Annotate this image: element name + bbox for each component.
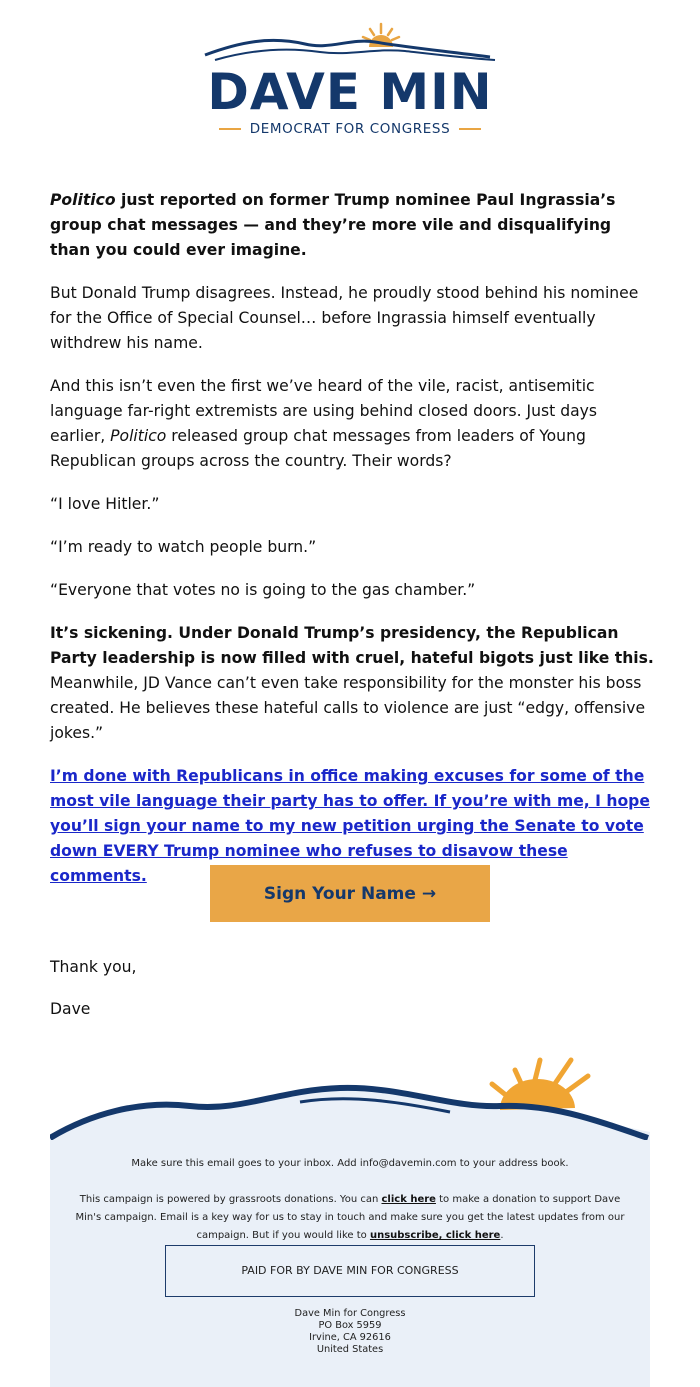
extremists-text-a: And this isn’t even the first we’ve heard of the vile, racist, antisemitic language far-right extremists are using behind closed doors. Just days earlier,	[50, 377, 598, 445]
tagline-left-dash	[219, 128, 241, 130]
donate-link[interactable]: click here	[381, 1194, 436, 1205]
signature-text: Dave	[50, 1000, 91, 1018]
grassroots-note	[75, 1191, 625, 1245]
logo-wordmark: DAVE MIN	[207, 63, 493, 121]
address-org: Dave Min for Congress	[294, 1308, 406, 1319]
sickening-rest: Meanwhile, JD Vance can’t even take responsibility for the monster his boss created. He believes these hateful calls to violence are just “edgy, offensive jokes.”	[50, 674, 646, 742]
mailing-address	[50, 1308, 650, 1356]
tagline-right-dash	[459, 128, 481, 130]
address-pobox: PO Box 5959	[318, 1320, 382, 1331]
quote-2: “I’m ready to watch people burn.”	[50, 538, 317, 556]
sickening-bold: It’s sickening. Under Donald Trump’s presidency, the Republican Party leadership is now filled with cruel, hateful bigots just like this.	[50, 624, 654, 667]
politico-italic-2: Politico	[110, 427, 167, 445]
extremists-paragraph	[50, 374, 655, 474]
address-country: United States	[316, 1344, 384, 1355]
address-city: Irvine, CA 92616	[309, 1332, 391, 1343]
quote-3: “Everyone that votes no is going to the gas chamber.”	[50, 581, 476, 599]
grassroots-text-b: to make a donation to support Dave Min's campaign. Email is a key way for us to stay in touch and make sure you get the latest updates from our campaign. But if you would like to	[75, 1194, 625, 1241]
grassroots-text-c: .	[500, 1230, 504, 1241]
intro-text: just reported on former Trump nominee Paul Ingrassia’s group chat messages — and they’re more vile and disqualifying than you could ever imagine.	[50, 191, 616, 259]
logo-tagline	[0, 120, 700, 138]
trump-paragraph: But Donald Trump disagrees. Instead, he proudly stood behind his nominee for the Office of Special Counsel… before Ingrassia himself eventually withdrew his name.	[50, 284, 639, 352]
tagline-text: DEMOCRAT FOR CONGRESS	[249, 121, 451, 137]
quote-1: “I love Hitler.”	[50, 495, 160, 513]
petition-link[interactable]: I’m done with Republicans in office making excuses for some of the most vile language their party has to offer. If you’re with me, I hope you’ll sign your name to my new petition urging the Senate to vote down EVERY Trump nominee who refuses to disavow these comments.	[50, 767, 650, 885]
footer-wave-sun-icon	[50, 1050, 650, 1142]
email-footer	[50, 1140, 650, 1387]
intro-paragraph	[50, 188, 655, 263]
sign-your-name-button[interactable]: Sign Your Name →	[210, 865, 490, 922]
inbox-note: Make sure this email goes to your inbox. Add info@davemin.com to your address book.	[131, 1158, 569, 1169]
sickening-paragraph	[50, 621, 655, 746]
unsubscribe-link[interactable]: unsubscribe, click here	[369, 1230, 501, 1241]
extremists-text-b: released group chat messages from leaders of Young Republican groups across the country. Their words?	[50, 427, 586, 470]
politico-italic: Politico	[50, 191, 116, 209]
email-body	[50, 188, 655, 907]
paid-for-box: PAID FOR BY DAVE MIN FOR CONGRESS	[165, 1245, 535, 1297]
grassroots-text-a: This campaign is powered by grassroots donations. You can	[79, 1194, 382, 1205]
email-header	[0, 0, 700, 150]
thanks-text: Thank you,	[50, 958, 137, 976]
